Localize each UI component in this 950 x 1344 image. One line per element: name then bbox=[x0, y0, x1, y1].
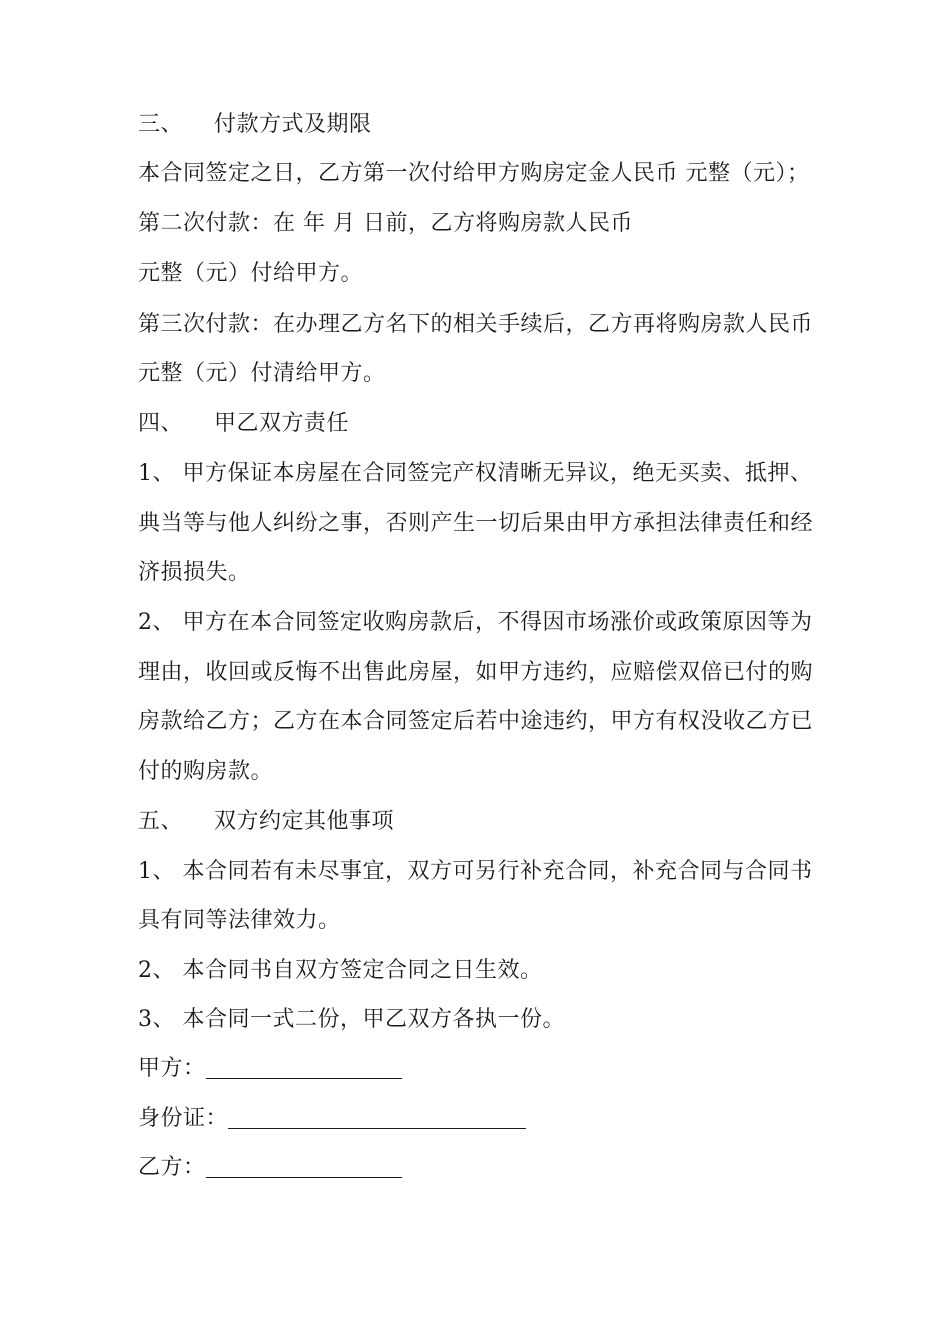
section-4-heading bbox=[138, 409, 349, 439]
section-3-line: 元整（元）付给甲方。 bbox=[138, 261, 364, 286]
section-5-heading bbox=[138, 807, 394, 837]
section-4-line: 典当等与他人纠纷之事，否则产生一切后果由甲方承担法律责任和经 bbox=[138, 511, 814, 536]
section-5-line: 具有同等法律效力。 bbox=[138, 908, 341, 933]
section-3-line: 第二次付款：在 年 月 日前，乙方将购房款人民币 bbox=[138, 211, 633, 236]
section-3-line: 元整（元）付清给甲方。 bbox=[138, 361, 386, 386]
section-4-line: 1、 甲方保证本房屋在合同签完产权清晰无异议，绝无买卖、抵押、 bbox=[138, 461, 813, 486]
signature-party-b bbox=[138, 1153, 402, 1183]
section-4-line: 付的购房款。 bbox=[138, 759, 274, 784]
section-3-title: 付款方式及期限 bbox=[214, 112, 372, 137]
section-3-number: 三、 bbox=[138, 112, 184, 137]
section-5-number: 五、 bbox=[138, 809, 184, 834]
section-5-title: 双方约定其他事项 bbox=[214, 809, 395, 834]
section-5-line: 1、 本合同若有未尽事宜，双方可另行补充合同，补充合同与合同书 bbox=[138, 859, 813, 884]
id-card-signature-line[interactable] bbox=[228, 1106, 526, 1129]
party-a-signature-line[interactable] bbox=[206, 1056, 402, 1079]
section-5-line: 3、 本合同一式二份，甲乙双方各执一份。 bbox=[138, 1007, 565, 1032]
id-card-label: 身份证： bbox=[138, 1106, 229, 1131]
section-3-line: 本合同签定之日，乙方第一次付给甲方购房定金人民币 元整（元）； bbox=[138, 161, 810, 186]
signature-party-a bbox=[138, 1054, 402, 1084]
party-b-signature-line[interactable] bbox=[206, 1155, 402, 1178]
section-4-line: 房款给乙方；乙方在本合同签定后若中途违约，甲方有权没收乙方已 bbox=[138, 709, 814, 734]
section-4-title: 甲乙双方责任 bbox=[214, 411, 350, 436]
section-4-number: 四、 bbox=[138, 411, 184, 436]
section-4-line: 济损损失。 bbox=[138, 560, 251, 585]
party-b-label: 乙方： bbox=[138, 1155, 206, 1180]
section-3-heading bbox=[138, 110, 372, 140]
section-4-line: 理由，收回或反悔不出售此房屋，如甲方违约，应赔偿双倍已付的购 bbox=[138, 660, 814, 685]
section-3-line: 第三次付款：在办理乙方名下的相关手续后，乙方再将购房款人民币 bbox=[138, 312, 814, 337]
party-a-label: 甲方： bbox=[138, 1056, 206, 1081]
section-4-line: 2、 甲方在本合同签定收购房款后，不得因市场涨价或政策原因等为 bbox=[138, 610, 813, 635]
signature-id-card bbox=[138, 1104, 526, 1134]
section-5-line: 2、 本合同书自双方签定合同之日生效。 bbox=[138, 958, 543, 983]
